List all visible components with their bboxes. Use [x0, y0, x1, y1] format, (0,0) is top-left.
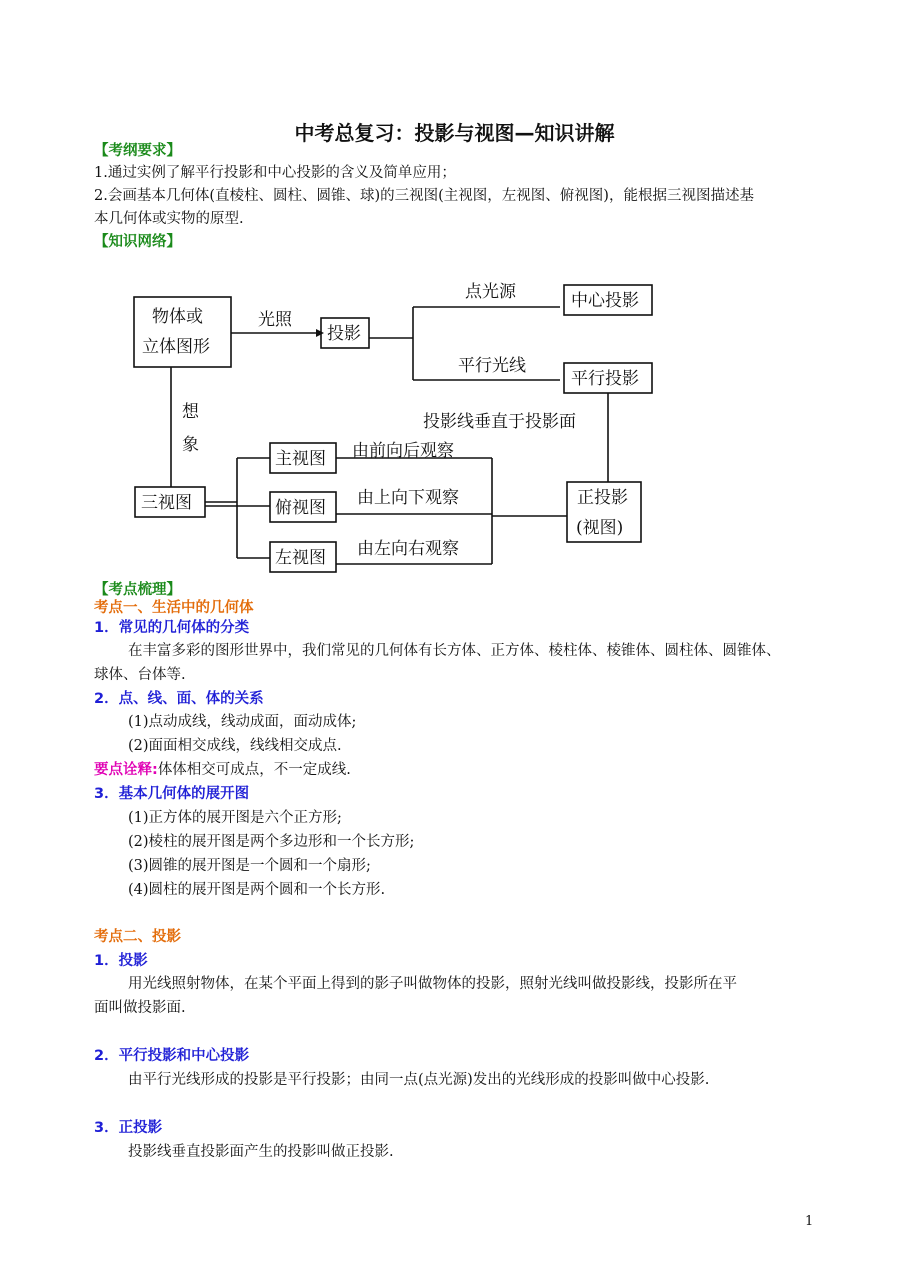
kp2-h2: 2．平行投影和中心投影 — [94, 1048, 250, 1064]
left-view-label: 左视图 — [275, 548, 326, 568]
outline-header: 【考纲要求】 — [94, 143, 181, 159]
kp1-p3d: (4)圆柱的展开图是两个圆和一个长方形. — [128, 882, 386, 898]
points-header: 【考点梳理】 — [94, 582, 181, 598]
kp1-p3a: (1)正方体的展开图是六个正方形; — [128, 810, 342, 826]
imagine-label-2: 象 — [182, 435, 199, 455]
kp1-p1a: 在丰富多彩的图形世界中，我们常见的几何体有长方体、正方体、棱柱体、棱锥体、圆柱体、圆锥体、 — [128, 643, 781, 659]
kp2-p3: 投影线垂直投影面产生的投影叫做正投影. — [128, 1144, 394, 1160]
outline-item-1: 1.通过实例了解平行投影和中心投影的含义及简单应用； — [94, 165, 456, 181]
ortho-label-1: 正投影 — [577, 488, 628, 508]
kp1-p2a: (1)点动成线，线动成面，面动成体; — [128, 714, 357, 730]
kp2-h3: 3．正投影 — [94, 1120, 163, 1136]
light-label: 光照 — [258, 310, 292, 330]
note-text: 体体相交可成点，不一定成线. — [157, 762, 351, 778]
note-label: 要点诠释: — [94, 762, 158, 778]
kp2-p1a: 用光线照射物体，在某个平面上得到的影子叫做物体的投影，照射光线叫做投影线，投影所在平 — [128, 976, 737, 992]
page-number: 1 — [805, 1214, 814, 1229]
parallel-projection-label: 平行投影 — [571, 369, 639, 389]
kp1-h3: 3．基本几何体的展开图 — [94, 786, 250, 802]
network-header: 【知识网络】 — [94, 234, 181, 250]
projection-label: 投影 — [327, 324, 361, 344]
parallel-rays-label: 平行光线 — [458, 356, 526, 376]
top-view-label: 俯视图 — [275, 498, 326, 518]
perpendicular-label: 投影线垂直于投影面 — [423, 412, 576, 432]
outline-item-2a: 2.会画基本几何体(直棱柱、圆柱、圆锥、球)的三视图(主视图，左视图、俯视图)，能根据三视图描述基 — [94, 188, 754, 204]
knowledge-network-diagram — [120, 270, 680, 590]
page-title: 中考总复习：投影与视图—知识讲解 — [294, 121, 615, 145]
kp1-p3c: (3)圆锥的展开图是一个圆和一个扇形; — [128, 858, 371, 874]
object-label-1: 物体或 — [152, 307, 203, 327]
kp2-p1b: 面叫做投影面. — [94, 1000, 186, 1016]
front-desc-label: 由前向后观察 — [352, 441, 454, 461]
object-label-2: 立体图形 — [142, 337, 210, 357]
kp1-h2: 2．点、线、面、体的关系 — [94, 691, 264, 707]
top-desc-label: 由上向下观察 — [357, 488, 459, 508]
outline-item-2b: 本几何体或实物的原型. — [94, 211, 244, 227]
ortho-label-2: (视图) — [576, 518, 624, 538]
kp1-note — [94, 759, 351, 781]
front-view-label: 主视图 — [275, 449, 326, 469]
kp2-title: 考点二、投影 — [94, 929, 181, 945]
kp1-p3b: (2)棱柱的展开图是两个多边形和一个长方形; — [128, 834, 415, 850]
point-source-label: 点光源 — [465, 282, 516, 302]
central-projection-label: 中心投影 — [571, 291, 639, 311]
imagine-label-1: 想 — [182, 402, 199, 422]
kp1-h1: 1．常见的几何体的分类 — [94, 620, 250, 636]
kp2-h1: 1．投影 — [94, 953, 148, 969]
three-views-label: 三视图 — [141, 493, 192, 513]
kp1-title: 考点一、生活中的几何体 — [94, 600, 254, 616]
kp2-p2: 由平行光线形成的投影是平行投影；由同一点(点光源)发出的光线形成的投影叫做中心投影. — [128, 1072, 710, 1088]
left-desc-label: 由左向右观察 — [357, 539, 459, 559]
kp1-p1b: 球体、台体等. — [94, 667, 186, 683]
kp1-p2b: (2)面面相交成线，线线相交成点. — [128, 738, 342, 754]
